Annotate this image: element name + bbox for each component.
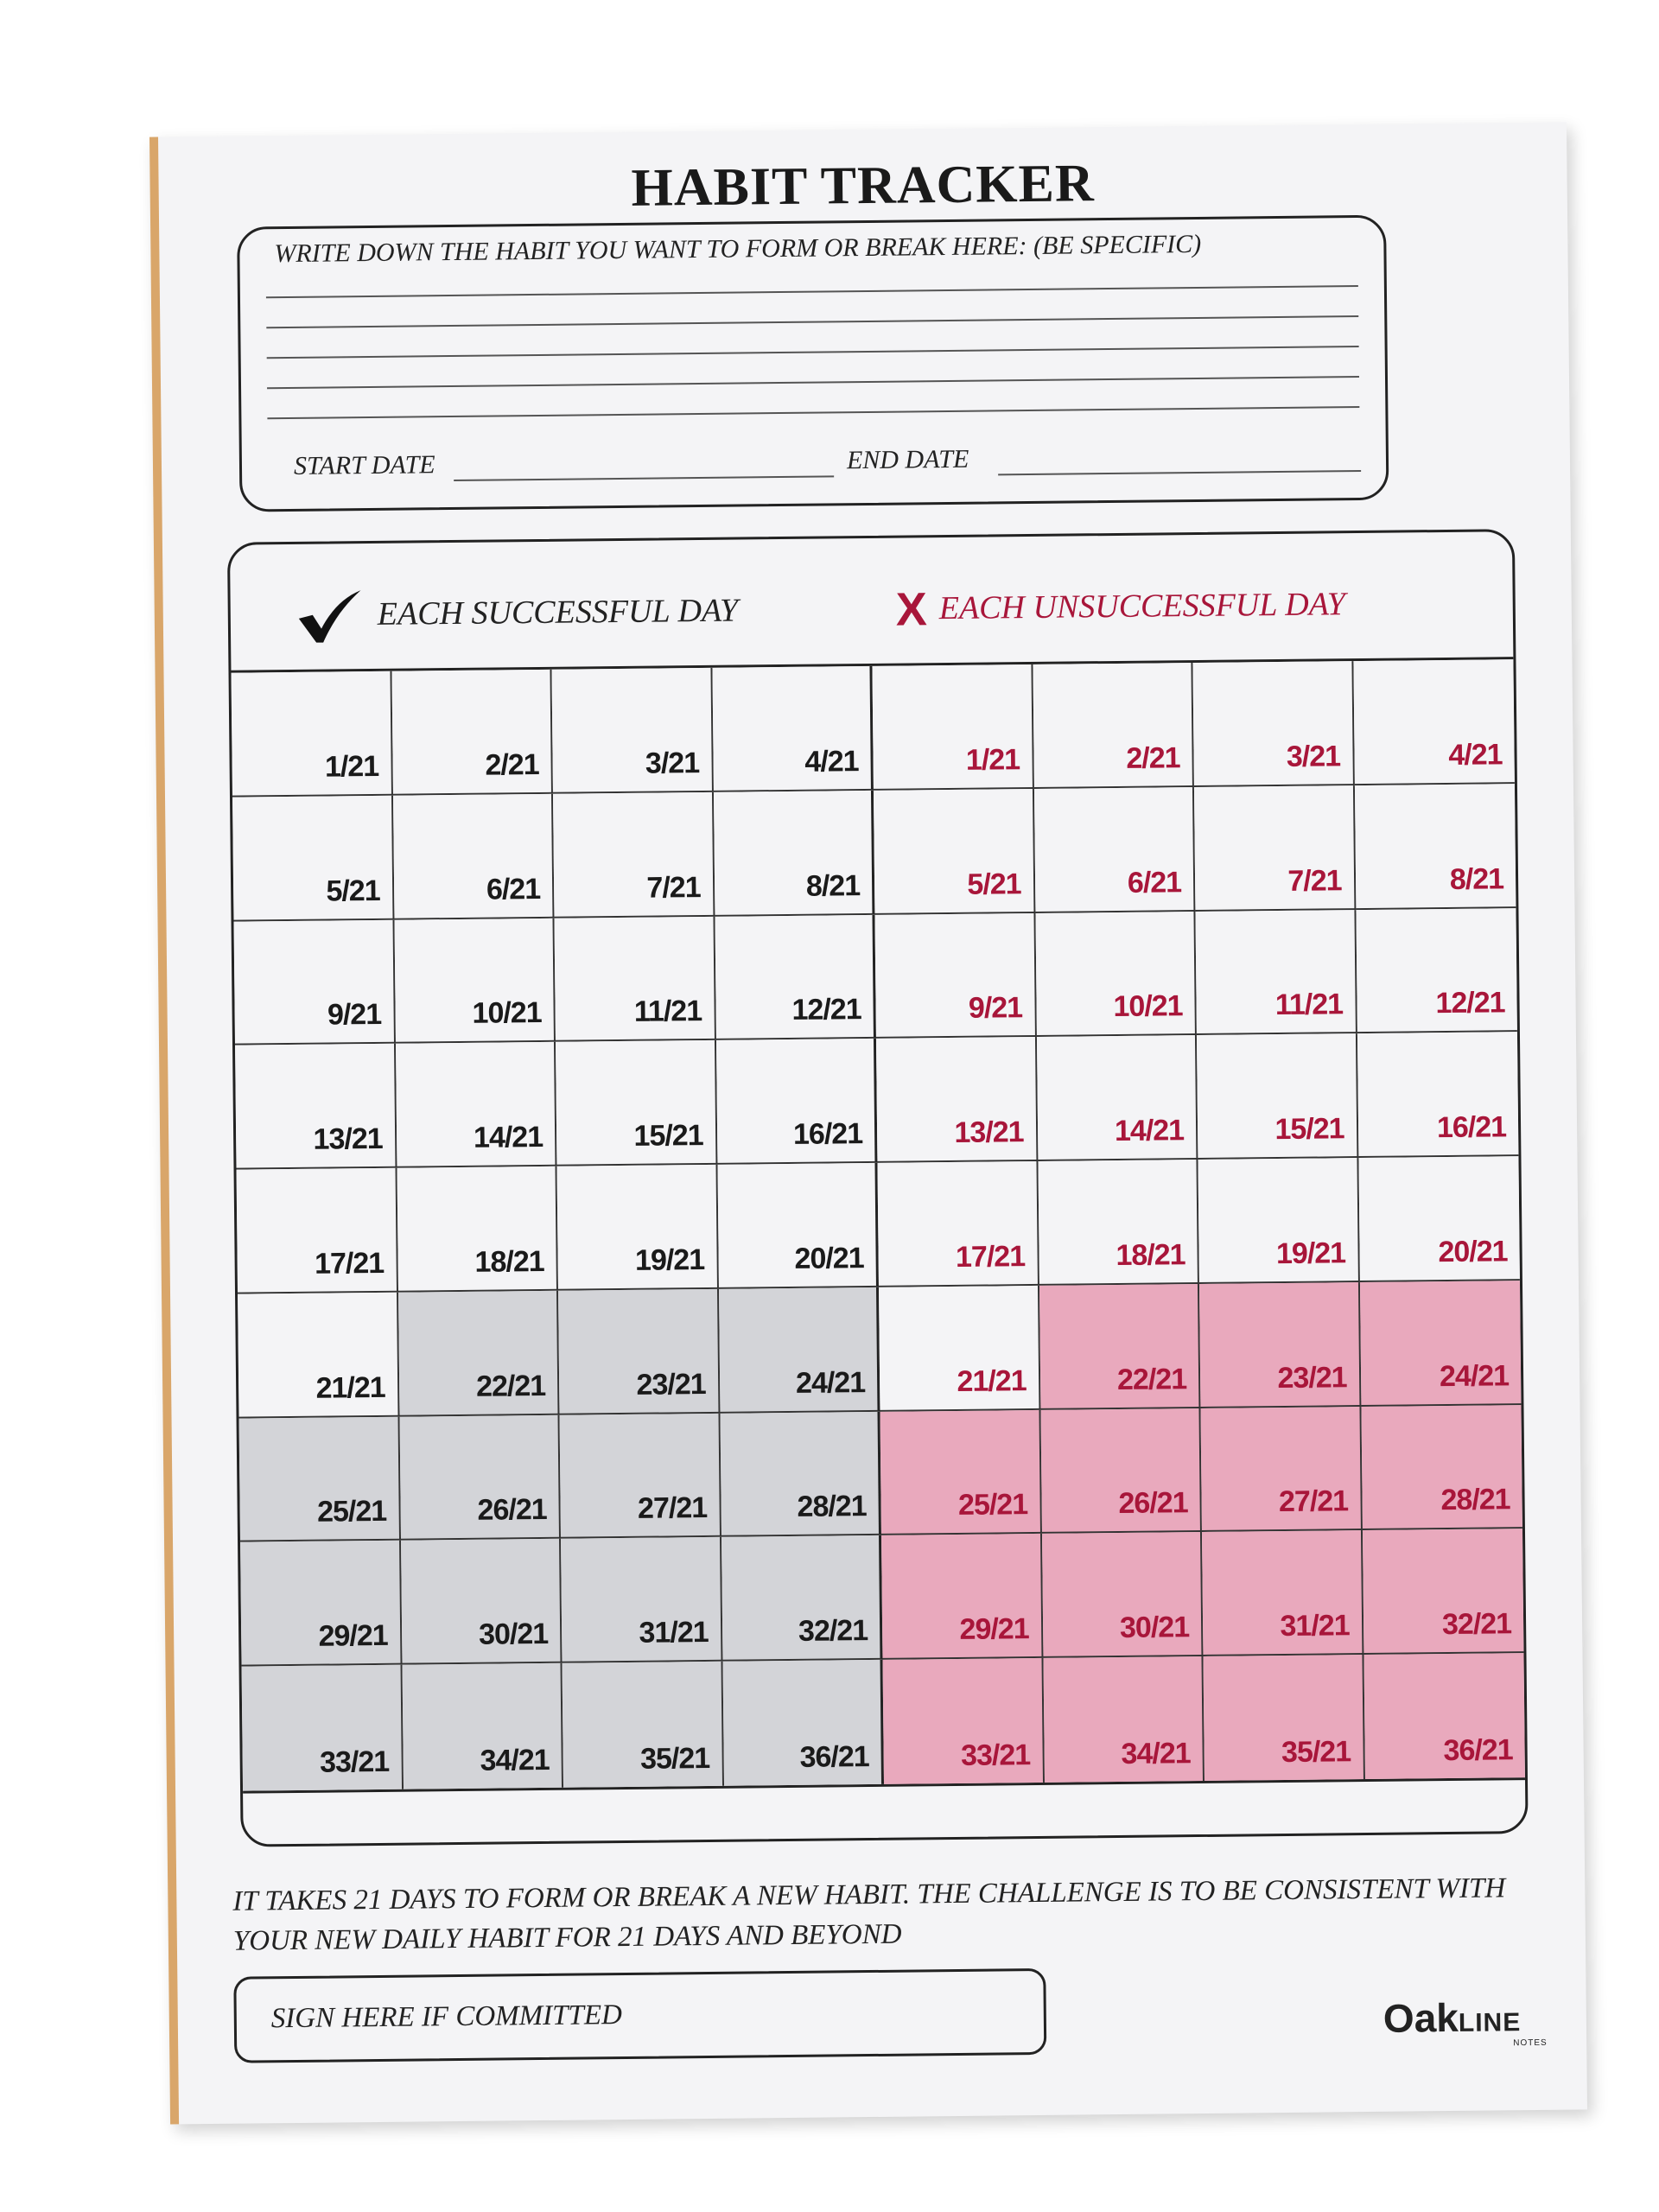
unsuccess-day-cell[interactable] <box>1363 1653 1525 1779</box>
unsuccess-day-cell[interactable] <box>1197 1033 1358 1160</box>
unsuccess-day-cell[interactable] <box>1362 1529 1523 1656</box>
day-label: 7/21 <box>1287 863 1342 898</box>
footer-text: IT TAKES 21 DAYS TO FORM OR BREAK A NEW HABIT. THE CHALLENGE IS TO BE CONSISTENT WITH YOUR NEW DAILY HABIT FOR 21 DAYS AND BEYOND <box>232 1872 1506 1957</box>
success-day-cell[interactable] <box>557 1165 719 1291</box>
success-day-cell[interactable] <box>712 666 874 792</box>
day-label: 22/21 <box>475 1369 546 1403</box>
day-label: 13/21 <box>313 1122 383 1156</box>
day-label: 27/21 <box>1278 1484 1349 1519</box>
success-day-cell[interactable] <box>554 916 715 1042</box>
unsuccess-day-cell[interactable] <box>1036 1035 1198 1161</box>
day-label: 19/21 <box>1275 1236 1346 1270</box>
day-label: 12/21 <box>1435 986 1505 1020</box>
day-label: 34/21 <box>480 1743 550 1777</box>
day-label: 25/21 <box>957 1488 1028 1522</box>
day-label: 36/21 <box>799 1740 869 1774</box>
success-day-cell[interactable] <box>560 1413 721 1539</box>
habit-description-box <box>237 215 1389 512</box>
success-day-cell[interactable] <box>391 670 553 796</box>
day-label: 3/21 <box>645 746 700 780</box>
success-day-cell[interactable] <box>718 1287 880 1414</box>
day-label: 27/21 <box>637 1491 708 1526</box>
unsuccess-day-cell[interactable] <box>1041 1532 1203 1658</box>
day-label: 30/21 <box>1119 1611 1190 1645</box>
unsuccess-day-cell[interactable] <box>1198 1158 1359 1284</box>
day-label: 32/21 <box>798 1614 868 1649</box>
day-label: 6/21 <box>1127 865 1182 899</box>
x-icon: X <box>895 583 928 636</box>
success-day-cell[interactable] <box>242 1665 404 1791</box>
day-label: 1/21 <box>324 749 379 784</box>
day-label: 7/21 <box>646 870 701 905</box>
day-label: 16/21 <box>1436 1110 1507 1145</box>
day-label: 5/21 <box>326 874 380 908</box>
day-label: 30/21 <box>478 1618 549 1651</box>
unsuccess-day-cell[interactable] <box>872 664 1033 791</box>
unsuccess-day-cell[interactable] <box>1202 1530 1363 1656</box>
legend-unsuccessful-day: EACH UNSUCCESSFUL DAY <box>938 586 1346 627</box>
unsuccess-day-cell[interactable] <box>1199 1282 1361 1408</box>
day-label: 28/21 <box>797 1490 867 1524</box>
day-label: 5/21 <box>967 867 1021 901</box>
end-date-label: END DATE <box>846 444 969 475</box>
day-label: 20/21 <box>1438 1235 1508 1268</box>
day-label: 4/21 <box>804 744 859 779</box>
success-day-cell[interactable] <box>235 1044 397 1170</box>
start-date-field[interactable] <box>454 475 834 481</box>
success-day-cell[interactable] <box>558 1289 720 1415</box>
success-day-cell[interactable] <box>399 1414 561 1541</box>
success-day-cell[interactable] <box>722 1660 884 1786</box>
day-label: 18/21 <box>474 1244 544 1279</box>
day-label: 8/21 <box>805 868 861 903</box>
day-label: 25/21 <box>316 1495 387 1529</box>
writing-line[interactable] <box>266 315 1358 328</box>
day-label: 16/21 <box>792 1117 863 1152</box>
unsuccess-day-cell[interactable] <box>1033 787 1195 913</box>
day-label: 18/21 <box>1116 1238 1185 1272</box>
unsuccess-day-cell[interactable] <box>1043 1656 1205 1783</box>
unsuccess-day-cell[interactable] <box>881 1534 1043 1660</box>
unsuccess-day-cell[interactable] <box>1354 784 1516 910</box>
end-date-field[interactable] <box>998 470 1361 475</box>
success-day-cell[interactable] <box>715 1039 877 1165</box>
day-label: 17/21 <box>955 1239 1026 1274</box>
day-label: 24/21 <box>795 1365 866 1400</box>
unsuccess-day-cell[interactable] <box>1356 908 1517 1034</box>
day-label: 26/21 <box>477 1493 547 1528</box>
day-label: 2/21 <box>1126 741 1180 775</box>
success-day-cell[interactable] <box>240 1541 402 1667</box>
tracker-box <box>227 529 1529 1847</box>
day-label: 9/21 <box>968 991 1023 1026</box>
day-label: 3/21 <box>1286 740 1341 773</box>
day-label: 22/21 <box>1116 1362 1187 1396</box>
writing-line[interactable] <box>267 346 1359 359</box>
day-label: 14/21 <box>473 1121 543 1154</box>
day-label: 29/21 <box>959 1612 1029 1647</box>
success-day-cell[interactable] <box>561 1537 722 1663</box>
unsuccess-day-cell[interactable] <box>883 1658 1045 1784</box>
unsuccess-day-cell[interactable] <box>1361 1405 1522 1531</box>
unsuccess-day-cell[interactable] <box>1195 910 1357 1036</box>
sign-label: SIGN HERE IF COMMITTED <box>270 1999 623 2035</box>
unsuccess-day-cell[interactable] <box>1039 1284 1200 1410</box>
day-label: 15/21 <box>633 1119 703 1153</box>
unsuccess-day-cell[interactable] <box>877 1161 1039 1287</box>
day-label: 35/21 <box>1281 1735 1351 1770</box>
success-day-cell[interactable] <box>398 1291 560 1417</box>
day-label: 20/21 <box>794 1241 864 1275</box>
day-label: 24/21 <box>1439 1358 1510 1393</box>
success-day-cell[interactable] <box>397 1166 558 1293</box>
day-label: 10/21 <box>472 996 542 1031</box>
success-day-cell[interactable] <box>238 1293 399 1419</box>
day-label: 28/21 <box>1440 1483 1510 1517</box>
success-day-cell[interactable] <box>556 1040 717 1166</box>
writing-line[interactable] <box>267 376 1359 389</box>
success-day-cell[interactable] <box>237 1168 398 1294</box>
day-label: 9/21 <box>327 998 382 1032</box>
success-day-cell[interactable] <box>715 914 876 1040</box>
unsuccess-day-cell[interactable] <box>1035 912 1197 1038</box>
day-label: 36/21 <box>1443 1733 1513 1768</box>
unsuccess-day-cell[interactable] <box>880 1410 1041 1536</box>
unsuccess-day-cell[interactable] <box>874 789 1035 915</box>
day-label: 12/21 <box>791 993 861 1027</box>
day-label: 33/21 <box>960 1738 1031 1772</box>
day-label: 23/21 <box>1277 1360 1347 1395</box>
unsuccess-day-cell[interactable] <box>876 1037 1038 1163</box>
unsuccess-day-cell[interactable] <box>1194 785 1356 912</box>
day-label: 31/21 <box>1280 1609 1350 1643</box>
day-label: 21/21 <box>957 1363 1027 1398</box>
sign-box[interactable] <box>233 1968 1046 2063</box>
day-grid <box>231 657 1525 1793</box>
day-label: 35/21 <box>639 1741 710 1776</box>
unsuccess-day-cell[interactable] <box>1357 1032 1518 1158</box>
day-label: 19/21 <box>634 1243 705 1277</box>
oakline-logo: OakLINE NOTES <box>1382 1994 1548 2049</box>
success-day-cell[interactable] <box>232 796 394 922</box>
day-label: 31/21 <box>639 1616 709 1650</box>
day-label: 8/21 <box>1449 861 1504 896</box>
habit-instruction: WRITE DOWN THE HABIT YOU WANT TO FORM OR BREAK HERE: (BE SPECIFIC) <box>274 229 1202 269</box>
day-label: 17/21 <box>314 1246 385 1281</box>
success-day-cell[interactable] <box>232 671 393 798</box>
day-label: 14/21 <box>1114 1114 1185 1148</box>
day-label: 23/21 <box>636 1367 706 1402</box>
success-day-cell[interactable] <box>713 791 874 917</box>
day-label: 13/21 <box>954 1116 1024 1150</box>
unsuccess-day-cell[interactable] <box>1353 659 1515 785</box>
success-day-cell[interactable] <box>401 1539 563 1665</box>
unsuccess-day-cell[interactable] <box>1033 663 1194 789</box>
unsuccess-day-cell[interactable] <box>879 1286 1040 1412</box>
success-day-cell[interactable] <box>394 918 556 1044</box>
unsuccess-day-cell[interactable] <box>1192 661 1354 787</box>
success-day-cell[interactable] <box>239 1416 401 1542</box>
success-day-cell[interactable] <box>396 1042 557 1168</box>
day-label: 11/21 <box>633 995 702 1029</box>
writing-line[interactable] <box>266 285 1358 298</box>
day-label: 26/21 <box>1118 1486 1188 1521</box>
day-label: 32/21 <box>1441 1607 1512 1642</box>
unsuccess-day-cell[interactable] <box>1038 1160 1199 1286</box>
day-label: 33/21 <box>319 1745 390 1779</box>
unsuccess-day-cell[interactable] <box>1358 1156 1520 1282</box>
success-day-cell[interactable] <box>553 792 715 918</box>
day-label: 10/21 <box>1113 989 1183 1024</box>
success-day-cell[interactable] <box>717 1163 879 1289</box>
day-label: 6/21 <box>486 872 541 906</box>
success-day-cell[interactable] <box>721 1535 883 1662</box>
day-label: 34/21 <box>1121 1737 1191 1770</box>
unsuccess-day-cell[interactable] <box>1359 1281 1521 1407</box>
start-date-label: START DATE <box>293 450 435 480</box>
legend-successful-day: EACH SUCCESSFUL DAY <box>377 592 739 632</box>
success-day-cell[interactable] <box>234 919 396 1046</box>
success-day-cell[interactable] <box>392 794 554 920</box>
page-title: HABIT TRACKER <box>631 154 1096 218</box>
day-label: 15/21 <box>1274 1112 1344 1147</box>
unsuccess-day-cell[interactable] <box>1203 1655 1364 1781</box>
day-label: 2/21 <box>485 747 539 782</box>
success-day-cell[interactable] <box>563 1662 724 1788</box>
day-label: 21/21 <box>315 1370 385 1405</box>
unsuccess-day-cell[interactable] <box>1200 1407 1362 1533</box>
day-label: 4/21 <box>1448 738 1503 772</box>
success-day-cell[interactable] <box>551 668 713 794</box>
success-day-cell[interactable] <box>402 1663 563 1789</box>
day-label: 29/21 <box>318 1619 388 1653</box>
unsuccess-day-cell[interactable] <box>1040 1408 1202 1535</box>
check-icon <box>295 588 363 645</box>
writing-line[interactable] <box>267 406 1359 419</box>
success-day-cell[interactable] <box>720 1412 881 1538</box>
day-label: 1/21 <box>965 742 1020 777</box>
habit-tracker-sheet <box>149 122 1587 2124</box>
day-label: 11/21 <box>1274 988 1344 1022</box>
unsuccess-day-cell[interactable] <box>874 913 1036 1039</box>
